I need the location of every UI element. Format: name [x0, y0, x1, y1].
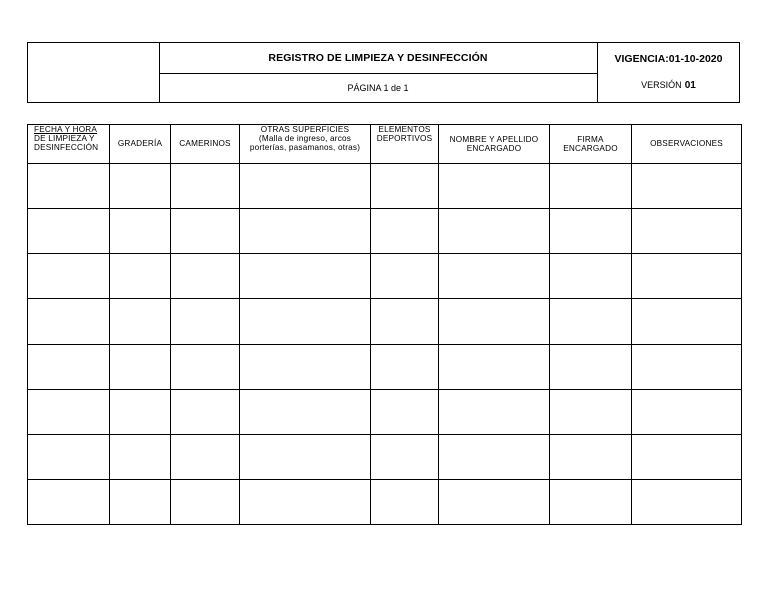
cell[interactable] — [632, 344, 742, 389]
col-nombre-line1: NOMBRE Y APELLIDO — [449, 134, 539, 144]
cell[interactable] — [632, 299, 742, 344]
cell[interactable] — [240, 389, 371, 434]
vigencia-date: VIGENCIA:01-10-2020 — [614, 53, 723, 65]
cell[interactable] — [240, 299, 371, 344]
cell[interactable] — [110, 479, 171, 524]
header-title-block — [159, 43, 598, 102]
header-meta-block — [598, 43, 739, 102]
table-row — [28, 434, 742, 479]
cell[interactable] — [171, 254, 240, 299]
cell[interactable] — [110, 299, 171, 344]
col-otras-line1: OTRAS SUPERFICIES — [260, 125, 350, 134]
cell[interactable] — [632, 209, 742, 254]
cell[interactable] — [171, 479, 240, 524]
cell[interactable] — [371, 434, 439, 479]
document-title: REGISTRO DE LIMPIEZA Y DESINFECCIÓN — [159, 43, 597, 74]
col-observaciones: OBSERVACIONES — [632, 125, 742, 164]
cell[interactable] — [110, 389, 171, 434]
cleaning-log-table — [27, 124, 742, 525]
cell[interactable] — [28, 164, 110, 209]
version-label: VERSIÓN — [641, 80, 682, 90]
cell[interactable] — [439, 164, 550, 209]
col-firma — [550, 125, 632, 164]
cell[interactable] — [28, 254, 110, 299]
cell[interactable] — [439, 254, 550, 299]
cell[interactable] — [550, 209, 632, 254]
cell[interactable] — [550, 299, 632, 344]
cell[interactable] — [632, 434, 742, 479]
cell[interactable] — [171, 209, 240, 254]
cell[interactable] — [632, 389, 742, 434]
cell[interactable] — [240, 434, 371, 479]
cell[interactable] — [371, 389, 439, 434]
cell[interactable] — [550, 164, 632, 209]
cell[interactable] — [240, 479, 371, 524]
table-row — [28, 389, 742, 434]
col-firma-line2: ENCARGADO — [563, 144, 618, 153]
table-row — [28, 164, 742, 209]
cell[interactable] — [371, 254, 439, 299]
version — [598, 73, 739, 97]
col-otras-line3: porterías, pasamanos, otras) — [249, 143, 361, 153]
cell[interactable] — [550, 344, 632, 389]
table-row — [28, 344, 742, 389]
cell[interactable] — [240, 164, 371, 209]
col-fecha-hora — [28, 125, 110, 164]
table-header-row — [28, 125, 742, 164]
cell[interactable] — [439, 209, 550, 254]
document-header — [27, 42, 740, 103]
cell[interactable] — [240, 254, 371, 299]
col-otras-line2: (Malla de ingreso, arcos — [258, 134, 352, 144]
col-fecha-hora-underlined: FECHA Y HORA — [34, 125, 98, 134]
cell[interactable] — [550, 389, 632, 434]
cell[interactable] — [28, 479, 110, 524]
table-row — [28, 209, 742, 254]
col-fecha-hora-line2: DE LIMPIEZA Y — [34, 134, 95, 144]
version-value: 01 — [684, 79, 696, 91]
cell[interactable] — [371, 344, 439, 389]
cell[interactable] — [439, 299, 550, 344]
cell[interactable] — [171, 299, 240, 344]
col-nombre-apellido — [439, 125, 550, 164]
col-nombre-line2: ENCARGADO — [466, 144, 522, 153]
cell[interactable] — [371, 479, 439, 524]
col-firma-line1: FIRMA — [577, 134, 604, 144]
logo-cell — [28, 43, 160, 102]
cell[interactable] — [550, 479, 632, 524]
col-graderia: GRADERÍA — [110, 125, 171, 164]
cell[interactable] — [632, 164, 742, 209]
cell[interactable] — [550, 254, 632, 299]
cell[interactable] — [28, 434, 110, 479]
cell[interactable] — [28, 209, 110, 254]
table-row — [28, 479, 742, 524]
cell[interactable] — [371, 299, 439, 344]
cell[interactable] — [110, 344, 171, 389]
cell[interactable] — [550, 434, 632, 479]
col-otras-superficies — [240, 125, 371, 164]
col-elementos-line1: ELEMENTOS — [378, 125, 431, 134]
cell[interactable] — [28, 299, 110, 344]
cell[interactable] — [240, 209, 371, 254]
cell[interactable] — [110, 164, 171, 209]
cell[interactable] — [439, 389, 550, 434]
cell[interactable] — [632, 479, 742, 524]
page-number: PÁGINA 1 de 1 — [347, 83, 409, 93]
table-row — [28, 299, 742, 344]
cell[interactable] — [110, 254, 171, 299]
cell[interactable] — [171, 164, 240, 209]
col-elementos-deportivos — [371, 125, 439, 164]
cell[interactable] — [110, 209, 171, 254]
col-fecha-hora-line3: DESINFECCIÓN — [34, 143, 99, 153]
col-camerinos: CAMERINOS — [171, 125, 240, 164]
cell[interactable] — [632, 254, 742, 299]
cell[interactable] — [439, 344, 550, 389]
col-elementos-line2: DEPORTIVOS — [376, 134, 433, 144]
cell[interactable] — [110, 434, 171, 479]
cell[interactable] — [240, 344, 371, 389]
cell[interactable] — [171, 344, 240, 389]
cell[interactable] — [171, 389, 240, 434]
cell[interactable] — [371, 164, 439, 209]
cell[interactable] — [371, 209, 439, 254]
cell[interactable] — [28, 344, 110, 389]
cell[interactable] — [171, 434, 240, 479]
cell[interactable] — [28, 389, 110, 434]
cell[interactable] — [439, 434, 550, 479]
table-row — [28, 254, 742, 299]
cell[interactable] — [439, 479, 550, 524]
